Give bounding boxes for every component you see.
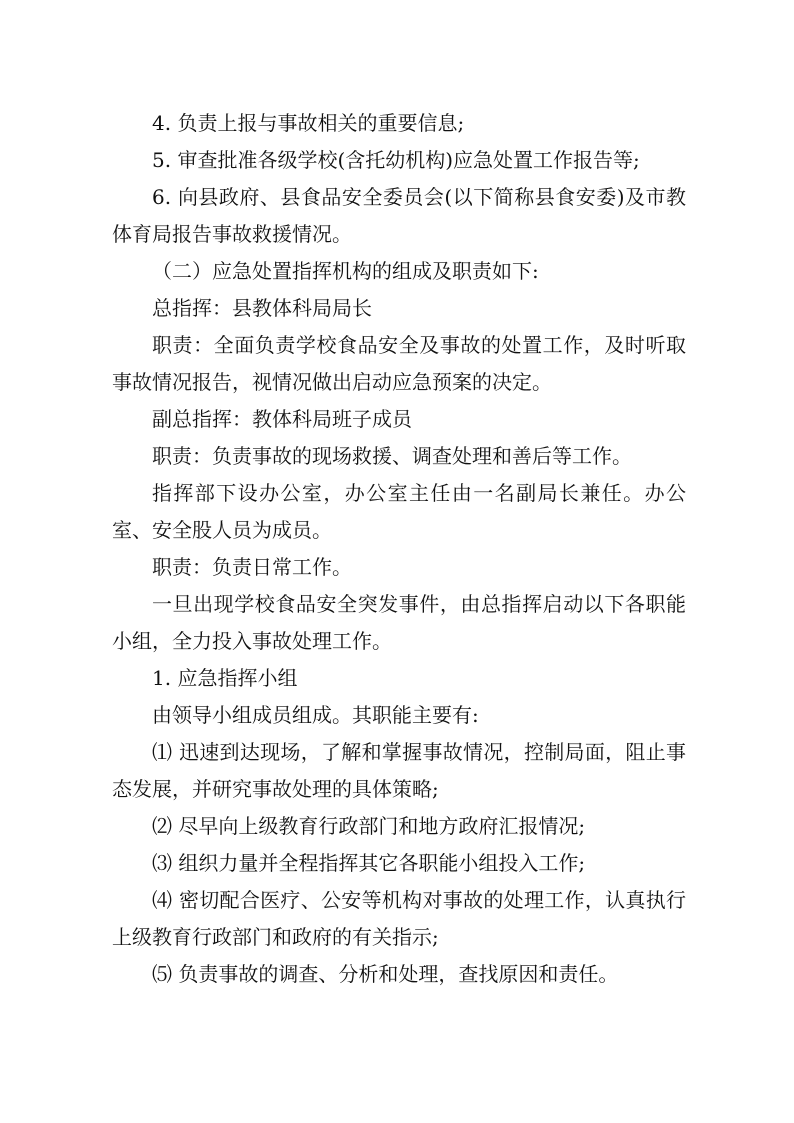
paragraph: 职责：全面负责学校食品安全及事故的处置工作，及时听取事故情况报告，视情况做出启动应急预案的决定。 <box>112 333 686 394</box>
paragraph: 6. 向县政府、县食品安全委员会(以下简称县食安委)及市教体育局报告事故救援情况。 <box>112 185 686 246</box>
section-heading: （二）应急处置指挥机构的组成及职责如下: <box>152 259 539 283</box>
list-item: ⑵ 尽早向上级教育行政部门和地方政府汇报情况; <box>152 814 586 838</box>
paragraph: 4. 负责上报与事故相关的重要信息; <box>152 111 465 135</box>
list-item: ⑴ 迅速到达现场，了解和掌握事故情况，控制局面，阻止事态发展，并研究事故处理的具体策略; <box>112 740 686 801</box>
list-item: ⑶ 组织力量并全程指挥其它各职能小组投入工作; <box>152 851 586 875</box>
list-item: ⑷ 密切配合医疗、公安等机构对事故的处理工作，认真执行上级教育行政部门和政府的有关指示; <box>112 888 686 949</box>
paragraph: 职责：负责日常工作。 <box>152 555 352 579</box>
list-item: ⑸ 负责事故的调查、分析和处理，查找原因和责任。 <box>152 962 619 986</box>
paragraph: 总指挥：县教体科局局长 <box>152 296 372 320</box>
paragraph: 由领导小组成员组成。其职能主要有: <box>152 703 479 727</box>
paragraph: 指挥部下设办公室，办公室主任由一名副局长兼任。办公室、安全股人员为成员。 <box>112 481 686 542</box>
paragraph: 5. 审查批准各级学校(含托幼机构)应急处置工作报告等; <box>152 148 640 172</box>
subheading: 1. 应急指挥小组 <box>152 666 298 690</box>
paragraph: 职责：负责事故的现场救援、调查处理和善后等工作。 <box>152 444 632 468</box>
paragraph: 一旦出现学校食品安全突发事件，由总指挥启动以下各职能小组，全力投入事故处理工作。 <box>112 592 686 653</box>
document-body <box>112 105 686 993</box>
paragraph: 副总指挥：教体科局班子成员 <box>152 407 412 431</box>
